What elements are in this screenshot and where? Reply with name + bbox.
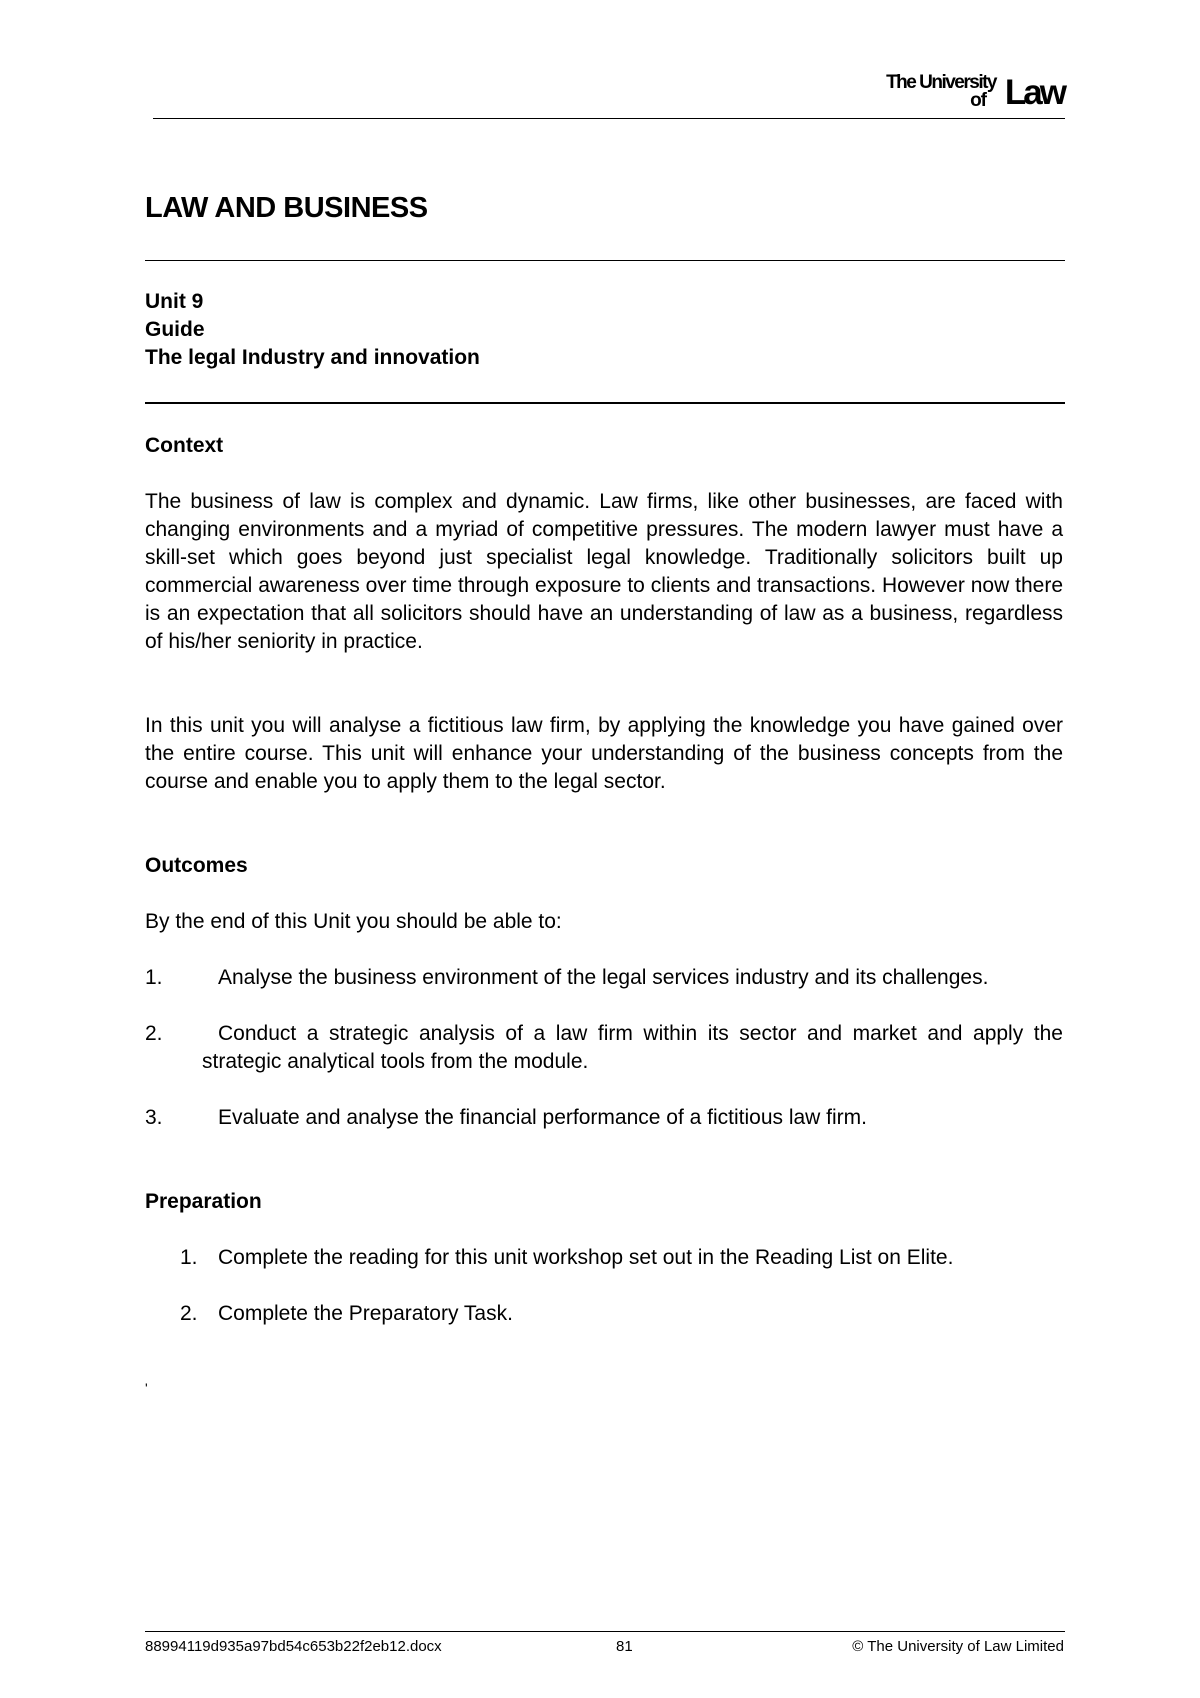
unit-type: Guide [145,318,205,341]
university-logo [854,68,1064,112]
header-rule [153,118,1065,119]
document-title: LAW AND BUSINESS [145,192,428,224]
outcome-text: Analyse the business environment of the legal services industry and its challenges. [218,966,989,989]
outcome-number: 1. [145,966,163,989]
preparation-item [180,1300,1020,1328]
outcome-item [145,1104,1063,1132]
stray-mark: ' [145,1380,148,1396]
unit-subtitle: The legal Industry and innovation [145,346,480,369]
unit-number: Unit 9 [145,290,204,313]
preparation-item [180,1244,1020,1272]
footer-page-number: 81 [616,1638,633,1655]
unit-rule [145,402,1065,404]
unit-info [145,288,480,372]
footer-copyright: © The University of Law Limited [852,1638,1064,1655]
logo-line-1: The University [886,72,996,93]
preparation-number: 2. [180,1302,198,1325]
outcomes-heading: Outcomes [145,854,248,877]
logo-line-3: Law [1004,73,1064,112]
preparation-text: Complete the Preparatory Task. [218,1302,513,1325]
preparation-list [180,1244,1020,1356]
footer-filename: 88994119d935a97bd54c653b22f2eb12.docx [145,1638,442,1655]
context-paragraph-2: In this unit you will analyse a fictitious law firm, by applying the knowledge you have gained over the entire course. This unit will enhance your understanding of the business concepts from the course and enable you to apply them to the legal sector. [145,714,1063,793]
preparation-number: 1. [180,1246,198,1269]
context-heading: Context [145,434,224,457]
outcome-text: Evaluate and analyse the financial performance of a fictitious law firm. [218,1106,868,1129]
outcome-item [145,964,1063,992]
footer-rule [145,1631,1065,1632]
logo-line-2: of [970,90,986,111]
outcomes-list [145,964,1063,1160]
outcome-item [145,1020,1063,1076]
outcome-number: 3. [145,1106,163,1129]
preparation-heading: Preparation [145,1190,262,1213]
outcome-number: 2. [145,1022,163,1045]
outcomes-intro: By the end of this Unit you should be able to: [145,910,562,933]
preparation-text: Complete the reading for this unit workshop set out in the Reading List on Elite. [218,1246,954,1269]
context-paragraph-1: The business of law is complex and dynamic. Law firms, like other businesses, are faced with changing environments and a myriad of competitive pressures. The modern lawyer must have a skill-set which goes beyond just specialist legal knowledge. Traditionally solicitors built up commercial awareness over time through exposure to clients and transactions. However now there is an expectation that all solicitors should have an understanding of law as a business, regardless of his/her seniority in practice. [145,490,1063,653]
title-rule [145,260,1065,261]
outcome-text: Conduct a strategic analysis of a law firm within its sector and market and apply the strategic analytical tools from the module. [202,1022,1063,1073]
